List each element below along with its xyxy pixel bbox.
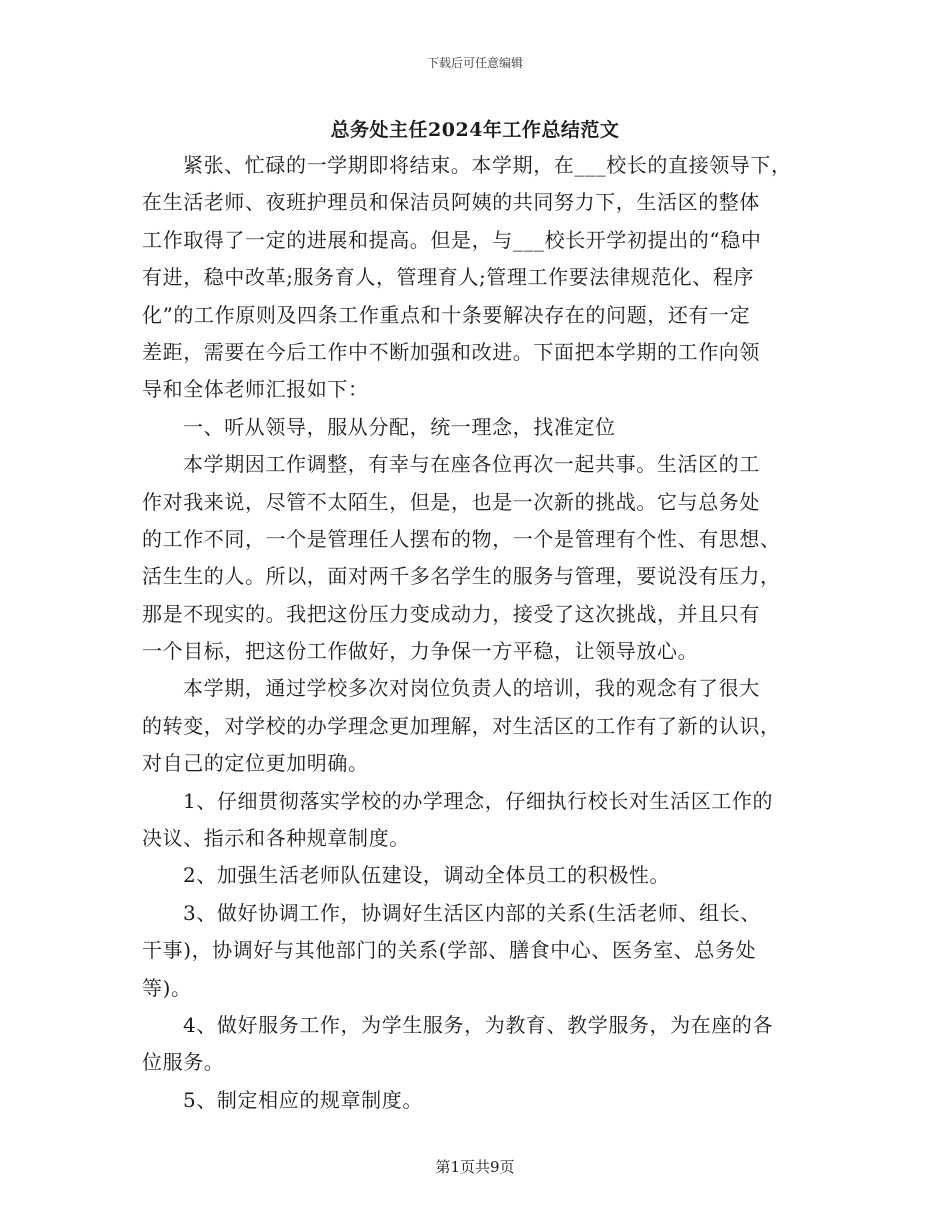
body-line: 的转变，对学校的办学理念更加理解，对生活区的工作有了新的认识， bbox=[142, 713, 781, 738]
body-line: 本学期因工作调整，有幸与在座各位再次一起共事。生活区的工 bbox=[183, 452, 760, 477]
list-item: 5、制定相应的规章制度。 bbox=[183, 1087, 423, 1112]
list-item: 1、仔细贯彻落实学校的办学理念，仔细执行校长对生活区工作的 bbox=[183, 788, 774, 813]
body-line: 的工作不同，一个是管理任人摆布的物，一个是管理有个性、有思想、 bbox=[142, 526, 781, 551]
body-line: 活生生的人。所以，面对两千多名学生的服务与管理，要说没有压力， bbox=[142, 564, 781, 589]
body-line: 一个目标，把这份工作做好，力争保一方平稳，让领导放心。 bbox=[142, 639, 699, 664]
body-line: 那是不现实的。我把这份压力变成动力，接受了这次挑战，并且只有 bbox=[142, 601, 760, 626]
body-line: 等)。 bbox=[142, 975, 192, 1000]
header-note: 下载后可任意编辑 bbox=[426, 56, 523, 70]
list-item: 4、做好服务工作，为学生服务，为教育、教学服务，为在座的各 bbox=[183, 1012, 774, 1037]
section-heading: 一、听从领导，服从分配，统一理念，找准定位 bbox=[183, 414, 616, 439]
document-title: 总务处主任2024年工作总结范文 bbox=[330, 119, 620, 141]
body-line: 导和全体老师汇报如下： bbox=[142, 377, 369, 402]
body-line: 决议、指示和各种规章制度。 bbox=[142, 826, 410, 851]
page-number: 第1页共9页 bbox=[435, 1158, 515, 1176]
document-body bbox=[142, 147, 808, 1119]
body-line: 对自己的定位更加明确。 bbox=[142, 751, 369, 776]
body-line: 位服务。 bbox=[142, 1050, 225, 1075]
body-line: 工作取得了一定的进展和提高。但是，与___校长开学初提出的“稳中 bbox=[142, 227, 762, 252]
body-line: 作对我来说，尽管不太陌生，但是，也是一次新的挑战。它与总务处 bbox=[142, 489, 760, 514]
body-line: 本学期，通过学校多次对岗位负责人的培训，我的观念有了很大 bbox=[183, 676, 760, 701]
list-item: 2、加强生活老师队伍建设，调动全体员工的积极性。 bbox=[183, 863, 671, 888]
list-item: 3、做好协调工作，协调好生活区内部的关系(生活老师、组长、 bbox=[183, 900, 761, 925]
body-line: 有进，稳中改革;服务育人，管理育人;管理工作要法律规范化、程序 bbox=[142, 265, 755, 290]
body-line: 在生活老师、夜班护理员和保洁员阿姨的共同努力下，生活区的整体 bbox=[142, 190, 760, 215]
body-line: 差距，需要在今后工作中不断加强和改进。下面把本学期的工作向领 bbox=[142, 339, 760, 364]
body-line: 化”的工作原则及四条工作重点和十条要解决存在的问题，还有一定 bbox=[142, 302, 751, 327]
body-line: 紧张、忙碌的一学期即将结束。本学期，在___校长的直接领导下， bbox=[183, 153, 792, 177]
body-line: 干事)，协调好与其他部门的关系(学部、膳食中心、医务室、总务处 bbox=[142, 938, 757, 963]
